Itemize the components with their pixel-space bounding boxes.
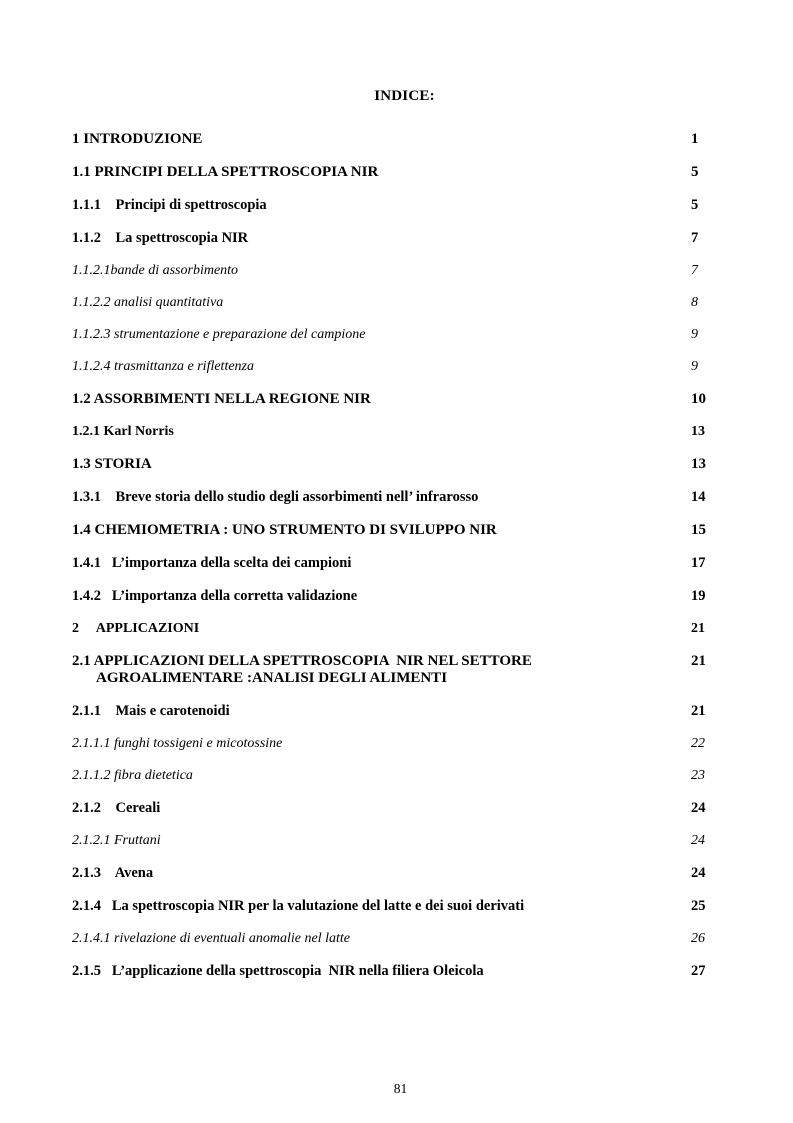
toc-entry[interactable] [72, 263, 721, 279]
toc-entry[interactable] [72, 489, 721, 506]
toc-entry-label: 1.1.2.4 trasmittanza e riflettenza [72, 359, 254, 374]
toc-entry-page: 13 [691, 456, 706, 472]
toc-entry[interactable] [72, 931, 721, 947]
toc-entry-page: 21 [691, 653, 706, 669]
toc-entry-label: 2.1.2.1 Fruttani [72, 833, 161, 848]
toc-entry-label: 1.4 CHEMIOMETRIA : UNO STRUMENTO DI SVILUPPO NIR [72, 522, 497, 538]
toc-entry[interactable] [72, 456, 721, 473]
toc-entry-page: 7 [691, 230, 699, 246]
toc-entry-page: 24 [691, 833, 705, 848]
toc-entry-label: 2.1.2 Cereali [72, 800, 161, 816]
toc-entry-page: 24 [691, 865, 706, 881]
toc-entry[interactable] [72, 197, 721, 214]
toc-entry-page: 21 [691, 703, 706, 719]
toc-entry-page: 1 [691, 131, 699, 147]
toc-entry-page: 5 [691, 197, 699, 213]
toc-entry-page: 19 [691, 588, 706, 604]
toc-entry[interactable] [72, 768, 721, 784]
toc-entry[interactable] [72, 230, 721, 247]
toc-entry-page: 15 [691, 522, 706, 538]
toc-entry-page: 22 [691, 736, 705, 751]
toc-entry-page: 10 [691, 391, 706, 407]
toc-entry[interactable] [72, 391, 721, 408]
toc-entry[interactable] [72, 522, 721, 539]
toc-entry[interactable] [72, 653, 721, 687]
toc-entry-page: 17 [691, 555, 706, 571]
toc-entry-page: 9 [691, 327, 698, 342]
toc-entry-label: 1.2.1 Karl Norris [72, 424, 174, 439]
toc-entry-page: 7 [691, 263, 698, 278]
toc-entry-page: 25 [691, 898, 706, 914]
toc-entry-page: 23 [691, 768, 705, 783]
toc-entry[interactable] [72, 865, 721, 882]
toc-entry[interactable] [72, 963, 721, 980]
toc-entry-label: 1.1 PRINCIPI DELLA SPETTROSCOPIA NIR [72, 164, 379, 180]
toc-entry-page: 27 [691, 963, 706, 979]
toc-entry-label: 1.1.2 La spettroscopia NIR [72, 230, 249, 246]
toc-entry[interactable] [72, 736, 721, 752]
toc-entry[interactable] [72, 833, 721, 849]
toc-entry-label: 2.1 APPLICAZIONI DELLA SPETTROSCOPIA NIR NEL SETTORE AGROALIMENTARE :ANALISI DEGLI ALIMENTI [72, 653, 691, 687]
toc-entry[interactable] [72, 327, 721, 343]
toc-entry-page: 5 [691, 164, 699, 180]
toc-entry-label: 1.2 ASSORBIMENTI NELLA REGIONE NIR [72, 391, 371, 407]
toc-entry-label: 2 APPLICAZIONI [72, 621, 200, 636]
toc-entry-page: 26 [691, 931, 705, 946]
toc-entry[interactable] [72, 131, 721, 148]
toc-entry-label: 1.1.2.1bande di assorbimento [72, 263, 239, 278]
toc-entry[interactable] [72, 164, 721, 181]
page-number-footer: 81 [393, 1081, 408, 1096]
toc-entry-label: 1.1.2.3 strumentazione e preparazione del campione [72, 327, 366, 342]
toc-entry-page: 14 [691, 489, 706, 505]
toc-entry-label: 1.3 STORIA [72, 456, 152, 472]
toc-entry-label: 1.4.1 L’importanza della scelta dei campioni [72, 555, 352, 571]
toc-entry[interactable] [72, 295, 721, 311]
toc-entry-label: 2.1.3 Avena [72, 865, 154, 881]
toc-entry-label: 2.1.4.1 rivelazione di eventuali anomalie nel latte [72, 931, 350, 946]
toc-entry-label: 2.1.1 Mais e carotenoidi [72, 703, 230, 719]
toc-entry-label: 2.1.5 L’applicazione della spettroscopia NIR nella filiera Oleicola [72, 963, 484, 979]
toc-entry-page: 8 [691, 295, 698, 310]
page-title: INDICE: [374, 88, 435, 104]
toc-entry-label: 1.1.2.2 analisi quantitativa [72, 295, 224, 310]
toc-entry-label: 1 INTRODUZIONE [72, 131, 203, 147]
table-of-contents [72, 131, 721, 980]
toc-entry-page: 21 [691, 621, 705, 636]
toc-entry[interactable] [72, 424, 721, 440]
toc-entry[interactable] [72, 800, 721, 817]
toc-entry[interactable] [72, 588, 721, 605]
toc-entry-label: 1.4.2 L’importanza della corretta validazione [72, 588, 358, 604]
toc-entry[interactable] [72, 703, 721, 720]
toc-entry-label: 2.1.1.1 funghi tossigeni e micotossine [72, 736, 283, 751]
toc-entry-label: 1.1.1 Principi di spettroscopia [72, 197, 267, 213]
toc-entry[interactable] [72, 555, 721, 572]
toc-entry-label: 2.1.4 La spettroscopia NIR per la valutazione del latte e dei suoi derivati [72, 898, 525, 914]
toc-entry-label: 2.1.1.2 fibra dietetica [72, 768, 193, 783]
toc-entry-page: 13 [691, 424, 705, 439]
toc-entry[interactable] [72, 898, 721, 915]
toc-entry[interactable] [72, 621, 721, 637]
toc-entry-page: 24 [691, 800, 706, 816]
toc-entry-label-line2: AGROALIMENTARE :ANALISI DEGLI ALIMENTI [96, 670, 448, 686]
toc-entry[interactable] [72, 359, 721, 375]
toc-entry-label: 1.3.1 Breve storia dello studio degli assorbimenti nell’ infrarosso [72, 489, 479, 505]
toc-entry-page: 9 [691, 359, 698, 374]
